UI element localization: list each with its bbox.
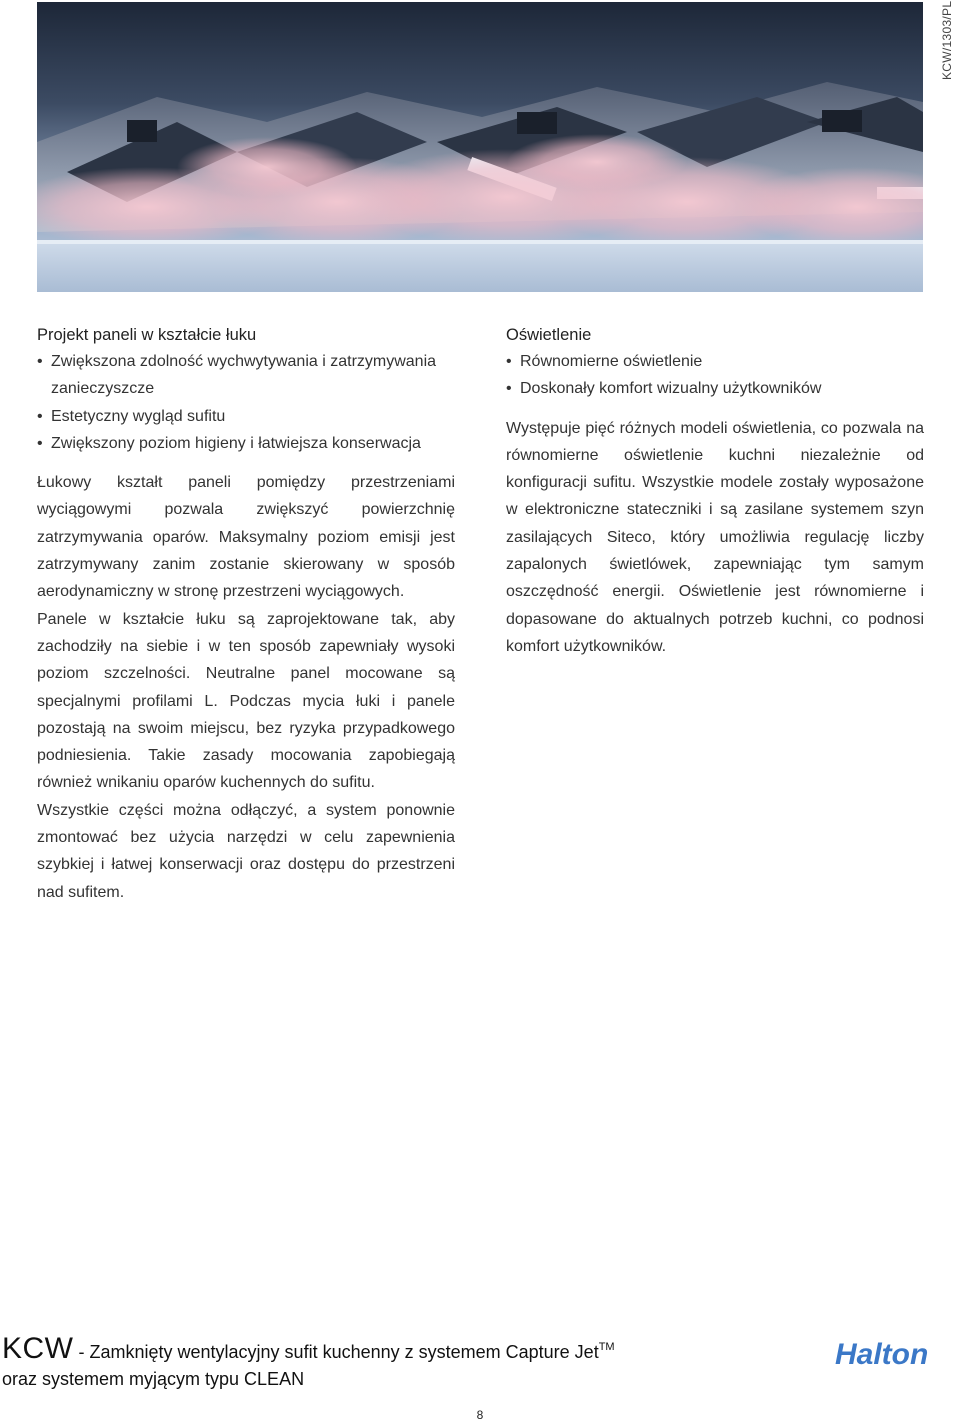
- document-code: KCW/1303/PL: [940, 0, 954, 80]
- section-heading-lighting: Oświetlenie: [506, 326, 592, 344]
- footer-product-title: [2, 1332, 782, 1390]
- product-code: KCW: [2, 1332, 74, 1365]
- paragraph: Występuje pięć różnych modeli oświetlenia, co pozwala na równomierne oświetlenie kuchni niezależnie od konfiguracji sufitu. Wszystkie modele zostały wyposażone w elektroniczne stateczniki i są zasilane systemem szyn zasilających Siteco, który umożliwia regulację liczby zapalonych świetlówek, zapewniając tym samym oszczędność energii. Oświetlenie jest równomierne i dopasowane do aktualnych potrzeb kuchni, co podnosi komfort użytkowników.: [506, 419, 924, 655]
- page-number: 8: [476, 1408, 484, 1422]
- list-item: • Zwiększona zdolność wychwytywania i zatrzymywania zanieczyszcze: [37, 348, 455, 403]
- product-title-line2: oraz systemem myjącym typu CLEAN: [2, 1369, 305, 1389]
- svg-text:Halton: Halton: [835, 1338, 929, 1369]
- left-column: [37, 322, 455, 906]
- halton-logo: [833, 1337, 959, 1369]
- hero-image-ceiling-illustration: [37, 2, 923, 292]
- paragraph: Wszystkie części można odłączyć, a system ponownie zmontować bez użycia narzędzi w celu zapewnienia szybkiej i łatwej konserwacji oraz dostępu do przestrzeni nad sufitem.: [37, 801, 455, 901]
- right-column: [506, 322, 924, 660]
- product-title: - Zamknięty wentylacyjny sufit kuchenny z systemem Capture Jet: [73, 1342, 599, 1362]
- trademark-mark: TM: [598, 1341, 615, 1353]
- list-item: • Estetyczny wygląd sufitu: [37, 403, 455, 430]
- paragraph: Łukowy kształt paneli pomiędzy przestrzeniami wyciągowymi pozwala zwiększyć powierzchnię zatrzymywania oparów. Maksymalny poziom emisji jest zatrzymywany zanim zostanie skierowany w sposób aerodynamiczny w stronę przestrzeni wyciągowych.: [37, 474, 455, 601]
- list-item: • Doskonały komfort wizualny użytkowników: [506, 375, 924, 402]
- ceiling-render: [37, 2, 923, 292]
- list-item: • Zwiększony poziom higieny i łatwiejsza konserwacja: [37, 430, 455, 457]
- section-heading-arc-panels: Projekt paneli w kształcie łuku: [37, 326, 257, 344]
- feature-list: [37, 348, 455, 457]
- feature-list: [506, 348, 924, 403]
- halton-logo-icon: [833, 1337, 959, 1369]
- list-item: • Równomierne oświetlenie: [506, 348, 924, 375]
- paragraph: Panele w kształcie łuku są zaprojektowane tak, aby zachodziły na siebie i w ten sposób zapewniały wysoki poziom szczelności. Neutralne panel mocowane są specjalnymi profilami L. Podczas mycia łuki i panele pozostają na swoim miejscu, bez ryzyka przypadkowego podniesienia. Takie zasady mocowania zapobiegają również wnikaniu oparów kuchennych do sufitu.: [37, 610, 455, 792]
